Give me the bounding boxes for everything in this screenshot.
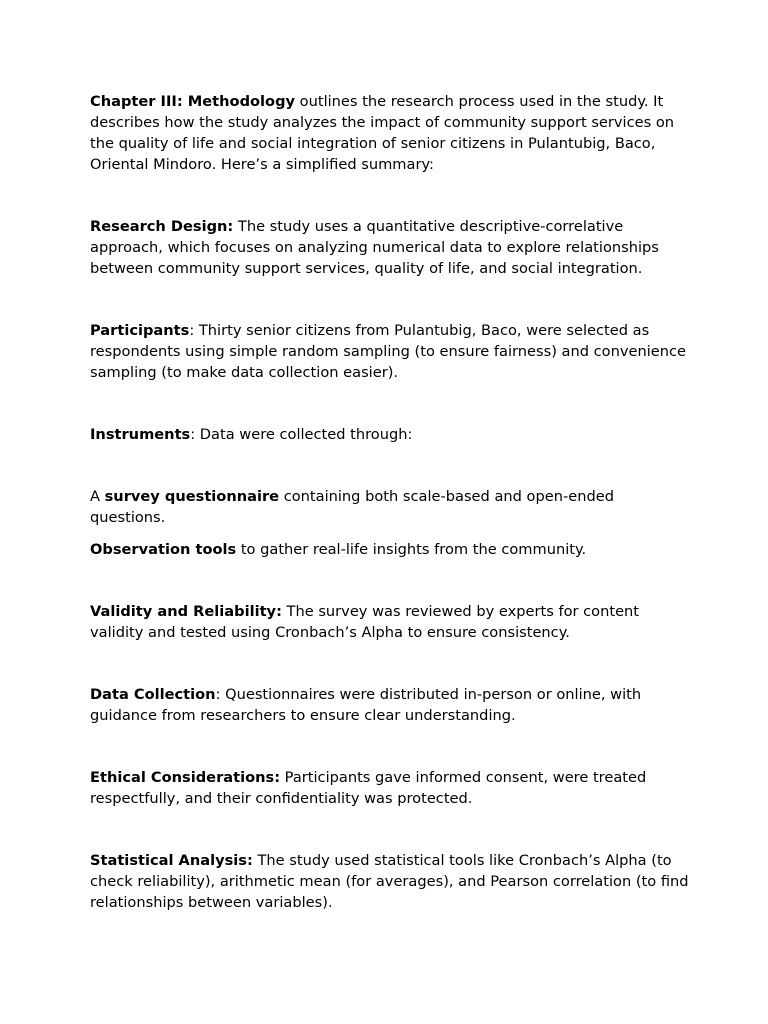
participants-heading: Participants (90, 322, 190, 339)
data-collection-heading: Data Collection (90, 686, 216, 703)
survey-prefix: A (90, 488, 105, 505)
data-collection-text: : Questionnaires were distributed in-person or online, with guidance from researchers to ensure clear understanding. (90, 686, 642, 724)
validity-heading: Validity and Reliability: (90, 603, 282, 620)
validity-text: The survey was reviewed by experts for content validity and tested using Cronbach’s Alpha to ensure consistency. (90, 603, 640, 641)
survey-text: containing both scale-based and open-ended questions. (90, 488, 614, 526)
intro-paragraph (90, 91, 690, 175)
ethics-paragraph (90, 767, 690, 809)
ethics-text: Participants gave informed consent, were treated respectfully, and their confidentiality was protected. (90, 769, 647, 807)
ethics-heading: Ethical Considerations: (90, 769, 281, 786)
observation-item (90, 539, 690, 560)
participants-text: : Thirty senior citizens from Pulantubig, Baco, were selected as respondents using simple random sampling (to ensure fairness) and convenience sampling (to make data collection easier). (90, 322, 687, 381)
instruments-text: : Data were collected through: (190, 426, 413, 443)
intro-text: outlines the research process used in the study. It describes how the study analyzes the impact of community support services on the quality of life and social integration of senior citizens in Pulantubig, Baco, Oriental Mindoro. Here’s a simplified summary: (90, 93, 675, 173)
research-design-heading: Research Design: (90, 218, 234, 235)
statistics-paragraph (90, 850, 690, 913)
chapter-title: Chapter III: Methodology (90, 93, 296, 110)
statistics-heading: Statistical Analysis: (90, 852, 253, 869)
observation-text: to gather real-life insights from the community. (236, 541, 587, 558)
survey-heading: survey questionnaire (104, 488, 280, 505)
validity-paragraph (90, 601, 690, 643)
observation-heading: Observation tools (90, 541, 237, 558)
participants-paragraph (90, 320, 690, 383)
instruments-paragraph (90, 424, 690, 445)
instruments-heading: Instruments (90, 426, 191, 443)
statistics-text: The study used statistical tools like Cronbach’s Alpha (to check reliability), arithmetic mean (for averages), and Pearson correlation (to find relationships between variables). (90, 852, 689, 911)
survey-item (90, 486, 690, 528)
data-collection-paragraph (90, 684, 690, 726)
document-page (90, 91, 690, 913)
research-design-text: The study uses a quantitative descriptive-correlative approach, which focuses on analyzing numerical data to explore relationships between community support services, quality of life, and social integration. (90, 218, 659, 277)
research-design-paragraph (90, 216, 690, 279)
